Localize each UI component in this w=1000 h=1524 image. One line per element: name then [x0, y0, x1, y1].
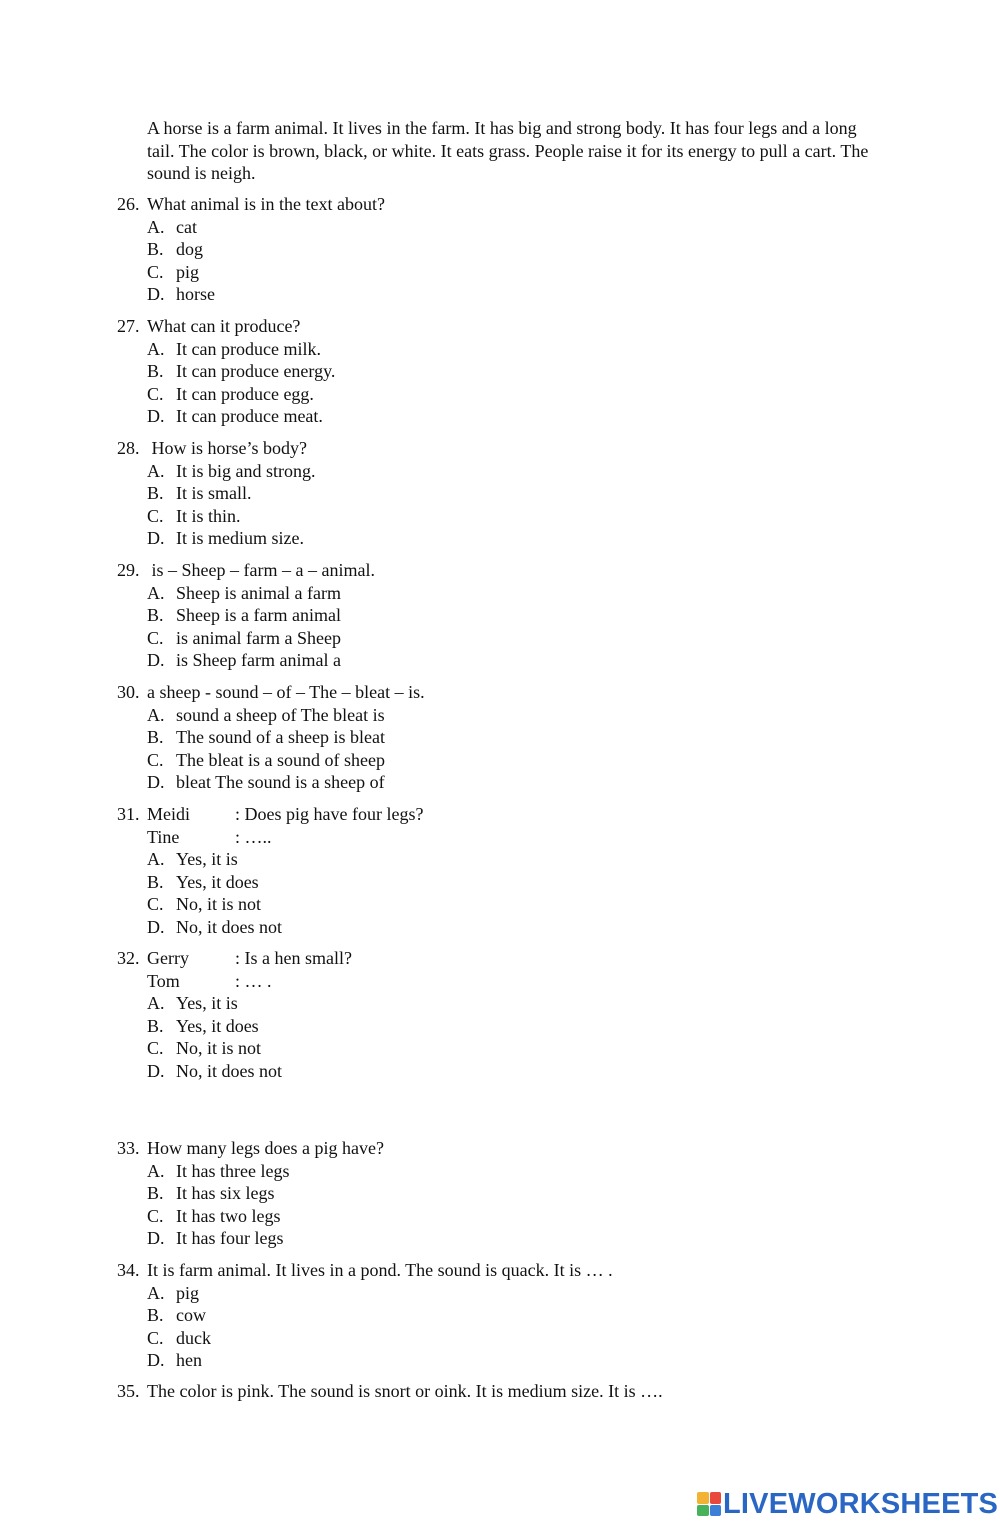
- option-b[interactable]: B. Sheep is a farm animal: [147, 605, 341, 625]
- option-c[interactable]: C. It can produce egg.: [147, 383, 314, 404]
- speaker-name: Meidi: [147, 804, 190, 824]
- question-28: [117, 437, 316, 550]
- question-number: 31.: [117, 804, 140, 824]
- question-stem: [117, 559, 375, 582]
- dialogue-text: : Does pig have four legs?: [235, 804, 424, 824]
- option-a[interactable]: A. sound a sheep of The bleat is: [147, 704, 385, 725]
- question-text: a sheep - sound – of – The – bleat – is.: [147, 682, 425, 702]
- question-text: What can it produce?: [147, 316, 301, 336]
- dialogue-line-2: [117, 826, 423, 849]
- question-31: [117, 803, 423, 938]
- dialogue-line-1: [117, 947, 352, 970]
- option-d[interactable]: D. It has four legs: [147, 1228, 284, 1248]
- option-a[interactable]: A. pig: [147, 1282, 200, 1303]
- option-c[interactable]: C. It is thin.: [147, 505, 241, 526]
- option-a[interactable]: A. It has three legs: [147, 1160, 290, 1181]
- option-c[interactable]: C. is animal farm a Sheep: [147, 627, 341, 648]
- reading-passage: A horse is a farm animal. It lives in the farm. It has big and strong body. It has four legs and a long tail. The color is brown, black, or white. It eats grass. People raise it for its energy to pull a cart. The sound is neigh.: [147, 118, 869, 183]
- speaker-name: Gerry: [147, 948, 189, 968]
- question-stem: [117, 681, 425, 704]
- speaker-name: Tom: [147, 970, 180, 991]
- question-33: [117, 1137, 384, 1250]
- question-text: How is horse’s body?: [147, 438, 307, 458]
- question-number: 26.: [117, 194, 140, 214]
- option-d[interactable]: D. No, it does not: [147, 1060, 282, 1081]
- option-a[interactable]: A. It can produce milk.: [147, 338, 321, 359]
- question-number: 30.: [117, 682, 140, 702]
- question-35: [117, 1380, 663, 1403]
- dialogue-text: : Is a hen small?: [235, 948, 352, 968]
- option-a[interactable]: A. cat: [147, 216, 197, 237]
- question-number: 34.: [117, 1260, 140, 1280]
- answer-blank: : …..: [235, 826, 272, 847]
- question-number: 33.: [117, 1138, 140, 1158]
- option-a[interactable]: A. It is big and strong.: [147, 460, 316, 481]
- option-b[interactable]: B. Yes, it does: [147, 871, 259, 892]
- dialogue-line-1: [117, 803, 423, 826]
- option-b[interactable]: B. dog: [147, 239, 203, 259]
- dialogue-line-2: [117, 970, 352, 993]
- option-c[interactable]: C. No, it is not: [147, 894, 262, 914]
- speaker-name: Tine: [147, 826, 180, 847]
- option-d[interactable]: D. bleat The sound is a sheep of: [147, 772, 385, 792]
- option-b[interactable]: B. It can produce energy.: [147, 361, 336, 381]
- question-text: It is farm animal. It lives in a pond. The sound is quack. It is … .: [147, 1260, 613, 1280]
- brand-name: LIVEWORKSHEETS: [723, 1487, 999, 1520]
- question-26: [117, 193, 385, 306]
- option-b[interactable]: B. The sound of a sheep is bleat: [147, 727, 385, 747]
- option-d[interactable]: D. It can produce meat.: [147, 406, 323, 426]
- option-c[interactable]: C. duck: [147, 1327, 211, 1348]
- option-a[interactable]: A. Yes, it is: [147, 849, 238, 869]
- question-text: The color is pink. The sound is snort or oink. It is medium size. It is ….: [147, 1381, 663, 1401]
- option-a[interactable]: A. Sheep is animal a farm: [147, 582, 341, 603]
- option-c[interactable]: C. pig: [147, 261, 200, 282]
- question-number: 29.: [117, 560, 140, 580]
- question-29: [117, 559, 375, 672]
- option-c[interactable]: C. It has two legs: [147, 1205, 281, 1226]
- question-stem: [117, 315, 335, 338]
- option-c[interactable]: C. The bleat is a sound of sheep: [147, 749, 385, 770]
- question-text: is – Sheep – farm – a – animal.: [147, 560, 375, 580]
- option-b[interactable]: B. It is small.: [147, 483, 252, 503]
- option-b[interactable]: B. cow: [147, 1305, 206, 1325]
- question-number: 32.: [117, 948, 140, 968]
- question-text: How many legs does a pig have?: [147, 1138, 384, 1158]
- question-stem: [117, 1259, 613, 1282]
- answer-blank: : … .: [235, 970, 272, 991]
- option-c[interactable]: C. No, it is not: [147, 1038, 262, 1058]
- option-d[interactable]: D. No, it does not: [147, 916, 282, 937]
- option-d[interactable]: D. It is medium size.: [147, 528, 304, 548]
- question-number: 27.: [117, 316, 140, 336]
- question-stem: [117, 1137, 384, 1160]
- question-27: [117, 315, 335, 428]
- option-b[interactable]: B. It has six legs: [147, 1183, 275, 1203]
- question-number: 35.: [117, 1381, 140, 1401]
- option-d[interactable]: D. hen: [147, 1350, 202, 1370]
- liveworksheets-brand: [697, 1488, 998, 1520]
- question-text: What animal is in the text about?: [147, 194, 385, 214]
- option-d[interactable]: D. is Sheep farm animal a: [147, 650, 341, 670]
- question-stem: [117, 193, 385, 216]
- question-stem: [117, 1380, 663, 1403]
- option-b[interactable]: B. Yes, it does: [147, 1015, 259, 1036]
- question-number: 28.: [117, 438, 140, 458]
- option-a[interactable]: A. Yes, it is: [147, 993, 238, 1013]
- liveworksheets-logo-icon: [697, 1492, 721, 1516]
- question-stem: [117, 437, 316, 460]
- question-30: [117, 681, 425, 794]
- question-34: [117, 1259, 613, 1372]
- option-d[interactable]: D. horse: [147, 284, 215, 304]
- question-32: [117, 947, 352, 1082]
